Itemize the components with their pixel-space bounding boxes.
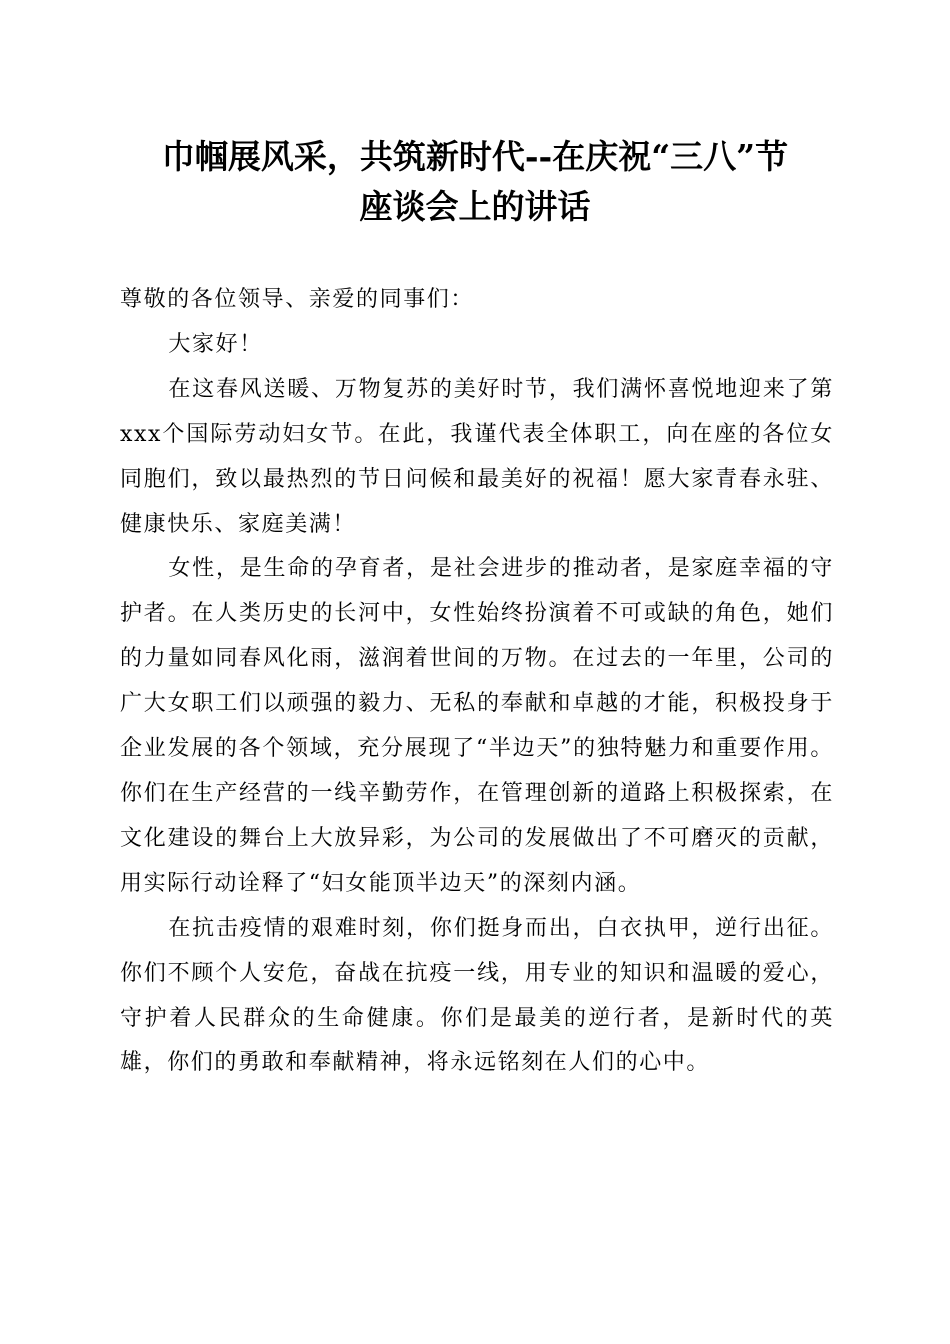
salutation: 尊敬的各位领导、亲爱的同事们： <box>120 287 475 312</box>
paragraph: 在抗击疫情的艰难时刻，你们挺身而出，白衣执甲，逆行出征。你们不顾个人安危，奋战在抗疫一线，用专业的知识和温暖的爱心，守护着人民群众的生命健康。你们是最美的逆行者，是新时代的英雄，你们的勇敢和奉献精神，将永远铭刻在人们的心中。 <box>120 915 834 1076</box>
paragraph: 在这春风送暖、万物复苏的美好时节，我们满怀喜悦地迎来了第xxx个国际劳动妇女节。在此，我谨代表全体职工，向在座的各位女同胞们，致以最热烈的节日问候和最美好的祝福！愿大家青春永驻、健康快乐、家庭美满！ <box>120 376 834 537</box>
document-title: 巾帼展风采，共筑新时代--在庆祝“三八”节座谈会上的讲话 <box>161 137 789 226</box>
paragraph: 女性，是生命的孕育者，是社会进步的推动者，是家庭幸福的守护者。在人类历史的长河中，女性始终扮演着不可或缺的角色，她们的力量如同春风化雨，滋润着世间的万物。在过去的一年里，公司的广大女职工们以顽强的毅力、无私的奉献和卓越的才能，积极投身于企业发展的各个领域，充分展现了“半边天”的独特魅力和重要作用。你们在生产经营的一线辛勤劳作，在管理创新的道路上积极探索，在文化建设的舞台上大放异彩，为公司的发展做出了不可磨灭的贡献，用实际行动诠释了“妇女能顶半边天”的深刻内涵。 <box>120 556 834 896</box>
document-body <box>120 278 834 1086</box>
greeting: 大家好！ <box>168 331 263 357</box>
